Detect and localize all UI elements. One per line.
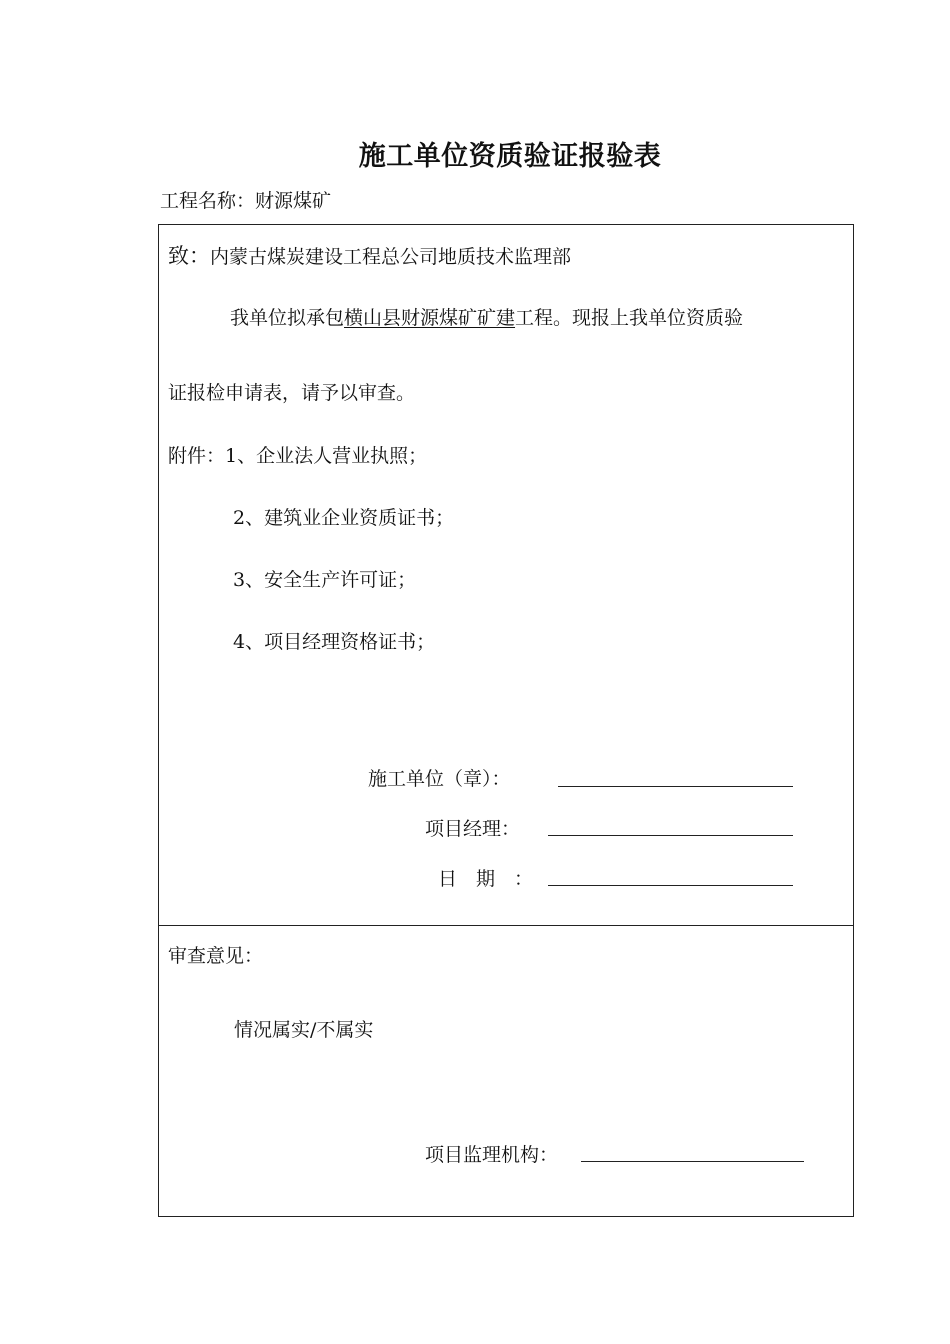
body-project-name: 横山县财源煤矿矿建 (344, 307, 516, 329)
form-frame (158, 224, 854, 1217)
project-name-label: 工程名称： (160, 190, 256, 212)
attachments-line (168, 441, 427, 468)
project-name-row (160, 186, 331, 213)
letter-body-line1 (230, 303, 743, 330)
date-signature-line (548, 885, 793, 886)
recipient-line (168, 240, 571, 270)
project-manager-signature-line (548, 835, 793, 836)
supervision-agency-label: 项目监理机构： (425, 1144, 559, 1166)
body-before: 我单位拟承包 (230, 307, 345, 329)
recipient-name: 内蒙古煤炭建设工程总公司地质技术监理部 (210, 246, 572, 268)
section-divider (158, 925, 854, 926)
recipient-prefix: 致： (168, 244, 210, 268)
document-title: 施工单位资质验证报验表 (358, 141, 662, 172)
construction-unit-signature-line (558, 786, 793, 787)
project-name-value: 财源煤矿 (255, 190, 332, 212)
attachments-label: 附件： (168, 445, 226, 467)
attachment-item: 3、安全生产许可证； (233, 569, 417, 591)
attachment-item: 2、建筑业企业资质证书； (233, 507, 455, 529)
construction-unit-seal-label: 施工单位（章）： (368, 768, 511, 790)
attachment-item: 4、项目经理资格证书； (233, 631, 436, 653)
body-after: 工程。现报上我单位资质验 (515, 307, 744, 329)
review-opinion-label: 审查意见： (168, 945, 264, 967)
supervision-agency-signature-line (581, 1161, 804, 1162)
date-label: 日 期 ： (438, 868, 534, 890)
project-manager-label: 项目经理： (425, 818, 521, 840)
review-options: 情况属实/不属实 (234, 1019, 374, 1041)
letter-body-line2: 证报检申请表，请予以审查。 (168, 382, 416, 404)
attachment-item: 1、企业法人营业执照； (225, 445, 428, 467)
